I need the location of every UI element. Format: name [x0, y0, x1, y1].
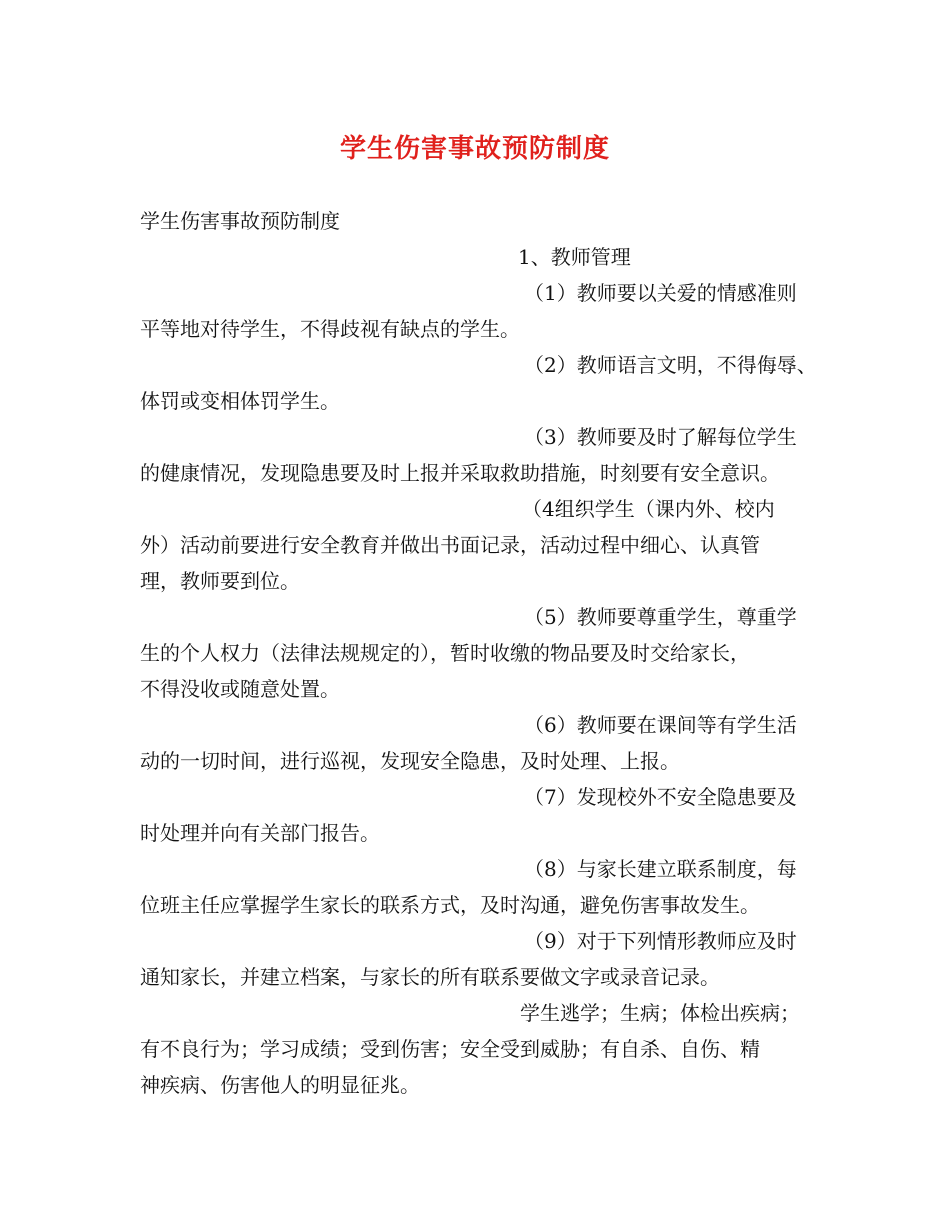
item-1-cont: 平等地对待学生，不得歧视有缺点的学生。	[140, 317, 520, 341]
situation-list-cont: 神疾病、伤害他人的明显征兆。	[140, 1073, 420, 1097]
item-2-start: （2）教师语言文明，不得侮辱、	[524, 353, 817, 377]
item-5-cont: 不得没收或随意处置。	[140, 677, 340, 701]
item-3-cont: 的健康情况，发现隐患要及时上报并采取救助措施，时刻要有安全意识。	[140, 461, 780, 485]
item-2-cont: 体罚或变相体罚学生。	[140, 389, 340, 413]
item-7-cont: 时处理并向有关部门报告。	[140, 821, 380, 845]
item-4-cont: 理，教师要到位。	[140, 569, 300, 593]
item-9-start: （9）对于下列情形教师应及时	[524, 929, 797, 953]
item-6-start: （6）教师要在课间等有学生活	[524, 713, 797, 737]
item-7-start: （7）发现校外不安全隐患要及	[524, 785, 797, 809]
situation-list-start: 学生逃学；生病；体检出疾病；	[520, 1001, 800, 1025]
document-title: 学生伤害事故预防制度	[339, 134, 610, 164]
item-8-cont: 位班主任应掌握学生家长的联系方式，及时沟通，避免伤害事故发生。	[140, 893, 760, 917]
item-5-cont: 生的个人权力（法律法规规定的），暂时收缴的物品要及时交给家长，	[140, 641, 750, 665]
document-body	[140, 203, 830, 1103]
item-1-start: （1）教师要以关爱的情感准则	[524, 281, 797, 305]
body-subtitle: 学生伤害事故预防制度	[140, 209, 340, 233]
item-6-cont: 动的一切时间，进行巡视，发现安全隐患，及时处理、上报。	[140, 749, 680, 773]
item-4-cont: 外）活动前要进行安全教育并做出书面记录，活动过程中细心、认真管	[140, 533, 760, 557]
item-9-cont: 通知家长，并建立档案，与家长的所有联系要做文字或录音记录。	[140, 965, 720, 989]
item-4-start: （4组织学生（课内外、校内	[522, 497, 775, 521]
situation-list-cont: 有不良行为；学习成绩；受到伤害；安全受到威胁；有自杀、自伤、精	[140, 1037, 760, 1061]
item-5-start: （5）教师要尊重学生，尊重学	[524, 605, 797, 629]
item-3-start: （3）教师要及时了解每位学生	[524, 425, 797, 449]
section-heading: 1、教师管理	[518, 245, 631, 269]
item-8-start: （8）与家长建立联系制度，每	[524, 857, 797, 881]
